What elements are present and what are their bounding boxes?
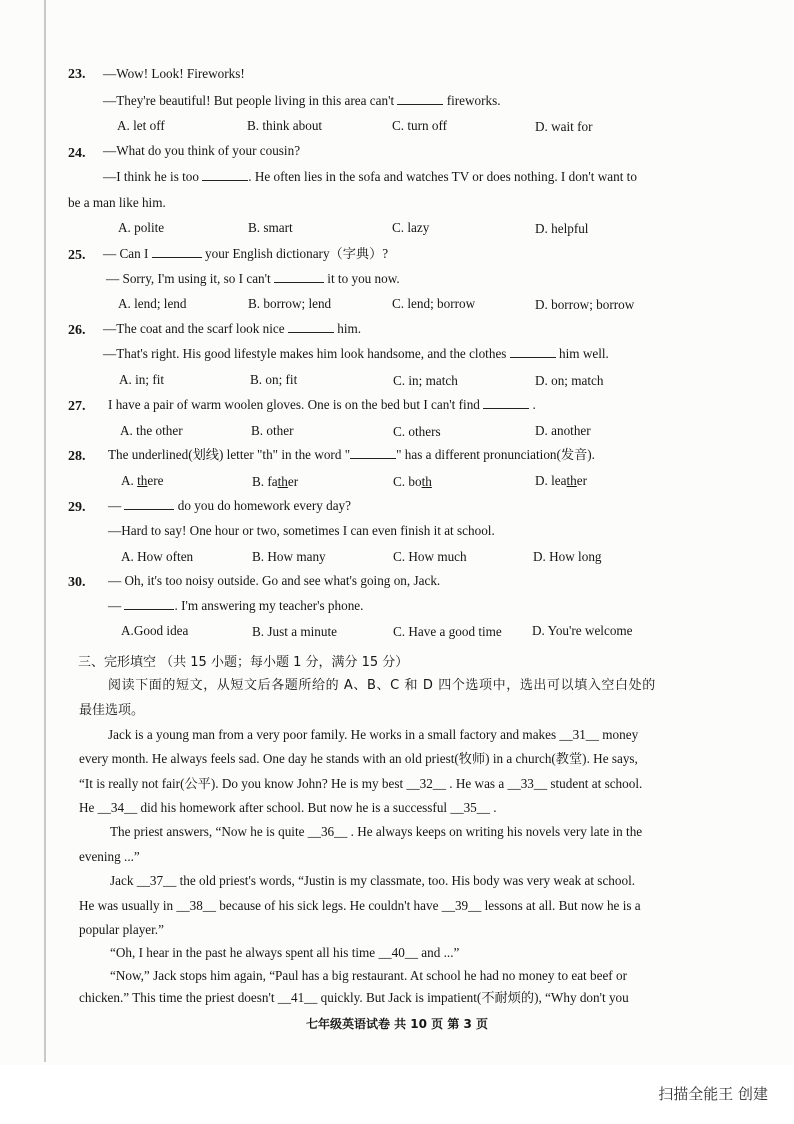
passage-line: “Oh, I hear in the past he always spent all his time __40__ and ...” (110, 945, 460, 960)
question-number: 28. (68, 449, 86, 464)
answer-blank (124, 495, 174, 510)
question-line: —They're beautiful! But people living in this area can't fireworks. (103, 88, 501, 113)
option-b: B. smart (248, 220, 293, 235)
passage-line: “Now,” Jack stops him again, “Paul has a big restaurant. At school he had no money to eat beef or (110, 968, 627, 983)
question-line: be a man like him. (68, 195, 166, 210)
question-line: — Sorry, I'm using it, so I can't it to you now. (106, 266, 400, 291)
option-a: A. How often (121, 549, 194, 564)
passage-line: every month. He always feels sad. One day he stands with an old priest(牧师) in a church(教堂). He says, (79, 751, 638, 766)
question-line: — do you do homework every day? (108, 493, 351, 518)
question-number: 26. (68, 323, 86, 338)
option-b: B. borrow; lend (248, 296, 332, 311)
answer-blank (288, 318, 334, 333)
option-d: D. How long (533, 549, 602, 564)
option-d: D. another (535, 423, 591, 438)
passage-line: Jack is a young man from a very poor family. He works in a small factory and makes __31__ money (108, 727, 639, 742)
passage-line: The priest answers, “Now he is quite __36__ . He always keeps on writing his novels very late in the (110, 824, 643, 839)
option-c: C. How much (393, 549, 467, 564)
question-line: —Wow! Look! Fireworks! (103, 66, 245, 81)
option-c: C. others (393, 424, 441, 439)
option-d: D. helpful (535, 221, 589, 236)
question-number: 23. (68, 67, 86, 82)
option-d: D. on; match (535, 373, 604, 388)
option-a: A. let off (117, 118, 165, 133)
answer-blank (124, 595, 174, 610)
answer-blank (202, 166, 248, 181)
passage-line: chicken.” This time the priest doesn't __41__ quickly. But Jack is impatient(不耐烦的), “Why don't you (79, 990, 629, 1005)
option-a: A. polite (118, 220, 165, 235)
question-line: I have a pair of warm woolen gloves. One is on the bed but I can't find . (108, 392, 536, 417)
option-a: A. lend; lend (118, 296, 187, 311)
question-line: —I think he is too . He often lies in the sofa and watches TV or does nothing. I don't want to (103, 164, 637, 189)
passage-line: He __34__ did his homework after school. But now he is a successful __35__ . (79, 800, 497, 815)
question-number: 25. (68, 248, 86, 263)
question-number: 30. (68, 575, 86, 590)
question-line: —Hard to say! One hour or two, sometimes I can even finish it at school. (108, 523, 495, 538)
question-line: — Oh, it's too noisy outside. Go and see what's going on, Jack. (108, 573, 441, 588)
option-a: A. the other (120, 423, 183, 438)
option-b: B. father (252, 474, 299, 489)
answer-blank (274, 268, 324, 283)
option-a: A. there (121, 473, 164, 488)
section-instruction: 阅读下面的短文，从短文后各题所给的 A、B、C 和 D 四个选项中，选出可以填入空白处的 (108, 678, 656, 693)
option-a: A. in; fit (119, 372, 165, 387)
section-instruction: 最佳选项。 (79, 703, 145, 718)
answer-blank (152, 243, 202, 258)
option-d: D. leather (535, 473, 588, 488)
answer-blank (510, 343, 556, 358)
passage-line: Jack __37__ the old priest's words, “Justin is my classmate, too. His body was very weak at school. (110, 873, 636, 888)
section-heading: 三、完形填空 （共 15 小题；每小题 1 分，满分 15 分） (78, 655, 409, 670)
option-c: C. in; match (393, 373, 458, 388)
option-b: B. Just a minute (252, 624, 337, 639)
passage-line: popular player.” (79, 922, 164, 937)
page-footer: 七年级英语试卷 共 10 页 第 3 页 (305, 1017, 489, 1031)
question-number: 24. (68, 146, 86, 161)
passage-line: “It is really not fair(公平). Do you know John? He is my best __32__ . He was a __33__ student at school. (79, 776, 643, 791)
question-line: The underlined(划线) letter "th" in the word " " has a different pronunciation(发音). (108, 442, 595, 467)
option-c: C. turn off (392, 118, 448, 133)
question-line: —That's right. His good lifestyle makes him look handsome, and the clothes him well. (103, 341, 609, 366)
answer-blank (397, 90, 443, 105)
question-number: 29. (68, 500, 86, 515)
passage-line: evening ...” (79, 849, 140, 864)
option-c: C. lazy (392, 220, 430, 235)
option-d: D. borrow; borrow (535, 297, 635, 312)
option-b: B. other (251, 423, 294, 438)
option-b: B. How many (252, 549, 326, 564)
option-c: C. lend; borrow (392, 296, 476, 311)
question-line: — . I'm answering my teacher's phone. (108, 593, 363, 618)
option-b: B. think about (247, 118, 323, 133)
question-line: — Can I your English dictionary（字典）? (103, 241, 388, 266)
question-line: —What do you think of your cousin? (103, 143, 301, 158)
answer-blank (483, 394, 529, 409)
question-number: 27. (68, 399, 86, 414)
option-c: C. Have a good time (393, 624, 502, 639)
option-d: D. wait for (535, 119, 593, 134)
scanner-watermark: 扫描全能王 创建 (658, 1085, 768, 1103)
option-b: B. on; fit (250, 372, 298, 387)
option-a: A.Good idea (121, 623, 189, 638)
question-line: —The coat and the scarf look nice him. (103, 316, 361, 341)
answer-blank (350, 444, 396, 459)
option-c: C. both (393, 474, 432, 489)
option-d: D. You're welcome (532, 623, 633, 638)
passage-line: He was usually in __38__ because of his sick legs. He couldn't have __39__ lessons at all. But now he is a (79, 898, 641, 913)
